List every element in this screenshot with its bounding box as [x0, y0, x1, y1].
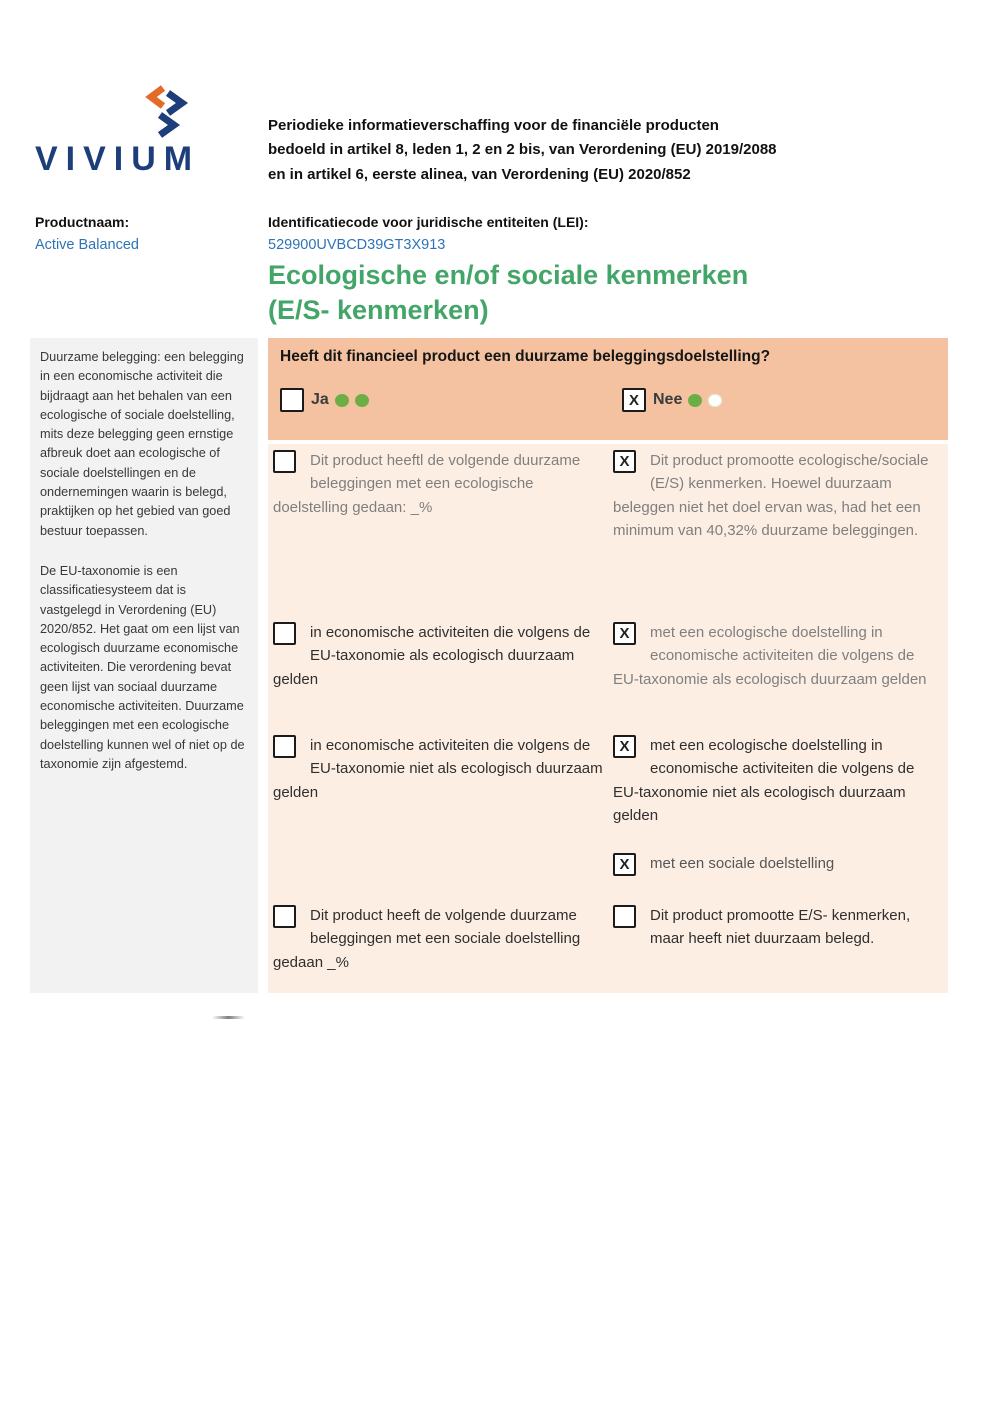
green-dot-icon: [355, 394, 369, 407]
lei-value: 529900UVBCD39GT3X913: [268, 237, 446, 253]
panel-row-social-goal: [273, 852, 940, 904]
social-goal-checkbox[interactable]: X: [613, 853, 636, 876]
panel-row-taxonomy-not-aligned: [273, 734, 940, 852]
option-taxonomy-not-aligned: [273, 734, 613, 804]
option-text: Dit product heeftl de volgende duurzame beleggingen met een ecologische doelstelling gedaan: _%: [273, 452, 581, 516]
regulation-header-line: bedoeld in artikel 8, leden 1, 2 en 2 bis, van Verordening (EU) 2019/2088: [268, 141, 777, 159]
option-ja: [280, 388, 369, 412]
promoted-es-no-sustainable-checkbox[interactable]: [613, 905, 636, 928]
panel-row-social-investments: [273, 904, 940, 990]
eco-goal-taxonomy-not-aligned-checkbox[interactable]: X: [613, 735, 636, 758]
green-dot-icon: [688, 394, 702, 407]
page-artifact-dash: [212, 1016, 245, 1019]
option-text: Dit product heeft de volgende duurzame beleggingen met een sociale doelstelling gedaan _%: [273, 907, 581, 971]
option-text: met een ecologische doelstelling in economische activiteiten die volgens de EU-taxonomie als ecologisch duurzaam gelden: [613, 624, 927, 688]
option-text: met een ecologische doelstelling in economische activiteiten die volgens de EU-taxonomie niet als ecologisch duurzaam gelden: [613, 737, 915, 824]
panel-row-ecological-investments: [273, 449, 940, 621]
lei-label: Identificatiecode voor juridische entiteiten (LEI):: [268, 214, 589, 230]
nee-checkbox[interactable]: [622, 388, 646, 412]
eco-goal-taxonomy-aligned-checkbox[interactable]: X: [613, 622, 636, 645]
panel-row-taxonomy-aligned: [273, 621, 940, 734]
option-text: Dit product promootte E/S- kenmerken, maar heeft niet duurzaam belegd.: [650, 907, 911, 948]
product-name-label: Productnaam:: [35, 214, 130, 230]
page-title: [268, 258, 918, 327]
page-title-line1: Ecologische en/of sociale kenmerken: [268, 260, 749, 290]
regulation-header-line: Periodieke informatieverschaffing voor de financiële producten: [268, 117, 719, 134]
answer-panel: [268, 444, 948, 993]
vivium-logo-icon: [145, 84, 193, 138]
product-name-value: Active Balanced: [35, 237, 139, 253]
option-text: Dit product promootte ecologische/sociale (E/S) kenmerken. Hoewel duurzaam beleggen niet het doel ervan was, had het een minimum van 40,32% duurzame beleggingen.: [613, 452, 929, 539]
page-title-line2: (E/S- kenmerken): [268, 294, 489, 325]
ecological-investments-checkbox[interactable]: [273, 450, 296, 473]
white-dot-icon: [708, 394, 722, 407]
taxonomy-aligned-checkbox[interactable]: [273, 622, 296, 645]
social-investments-checkbox[interactable]: [273, 905, 296, 928]
option-taxonomy-aligned: [273, 621, 613, 691]
option-text: in economische activiteiten die volgens de EU-taxonomie niet als ecologisch duurzaam gelden: [273, 737, 603, 801]
sidebar-paragraph-eu-taxonomie: De EU-taxonomie is een classificatiesysteem dat is vastgelegd in Verordening (EU) 2020/852. Het gaat om een lijst van ecologisch duurzame economische activiteiten. Die verordening bevat geen lijst van sociaal duurzame economische activiteiten. Duurzame beleggingen met een ecologische doelstelling kunnen wel of niet op de taxonomie zijn afgestemd.: [40, 563, 245, 771]
green-dot-icon: [335, 394, 349, 407]
product-block: [35, 214, 255, 253]
promoted-es-minimum-checkbox[interactable]: X: [613, 450, 636, 473]
regulation-header-line: en in artikel 6, eerste alinea, van Verordening (EU) 2020/852: [268, 165, 691, 183]
nee-checkbox-mark: X: [628, 391, 639, 409]
option-ecological-investments: [273, 449, 613, 519]
sidebar-paragraph-duurzame-belegging: Duurzame belegging: een belegging in een economische activiteit die bijdraagt aan het behalen van een ecologische of sociale doelstelling, mits deze belegging geen ernstige afbreuk doet aan ecologische of sociale doelstellingen en de ondernemingen waarin is belegd, praktijken op het gebied van goed bestuur toepassen.: [40, 350, 244, 538]
option-social-goal: [613, 852, 940, 876]
option-promoted-es-no-sustainable: [613, 904, 940, 951]
option-text: in economische activiteiten die volgens de EU-taxonomie als ecologisch duurzaam gelden: [273, 624, 591, 688]
option-social-investments: [273, 904, 613, 974]
ja-checkbox[interactable]: [280, 388, 304, 412]
lei-block: [268, 214, 908, 253]
option-promoted-es-minimum: [613, 449, 940, 542]
ja-label: Ja: [311, 391, 329, 408]
option-text: met een sociale doelstelling: [650, 855, 835, 872]
question-text: Heeft dit financieel product een duurzame beleggingsdoelstelling?: [280, 348, 771, 365]
option-nee: [622, 388, 722, 412]
sidebar-definitions: [30, 338, 258, 993]
regulation-header: [268, 114, 928, 187]
question-options: [280, 388, 936, 414]
vivium-wordmark: VIVIUM: [35, 140, 201, 178]
option-eco-goal-taxonomy-not-aligned: [613, 734, 940, 827]
taxonomy-not-aligned-checkbox[interactable]: [273, 735, 296, 758]
question-bar: [268, 338, 948, 440]
nee-label: Nee: [653, 391, 683, 408]
option-eco-goal-taxonomy-aligned: [613, 621, 940, 691]
vivium-logo: [35, 84, 235, 179]
